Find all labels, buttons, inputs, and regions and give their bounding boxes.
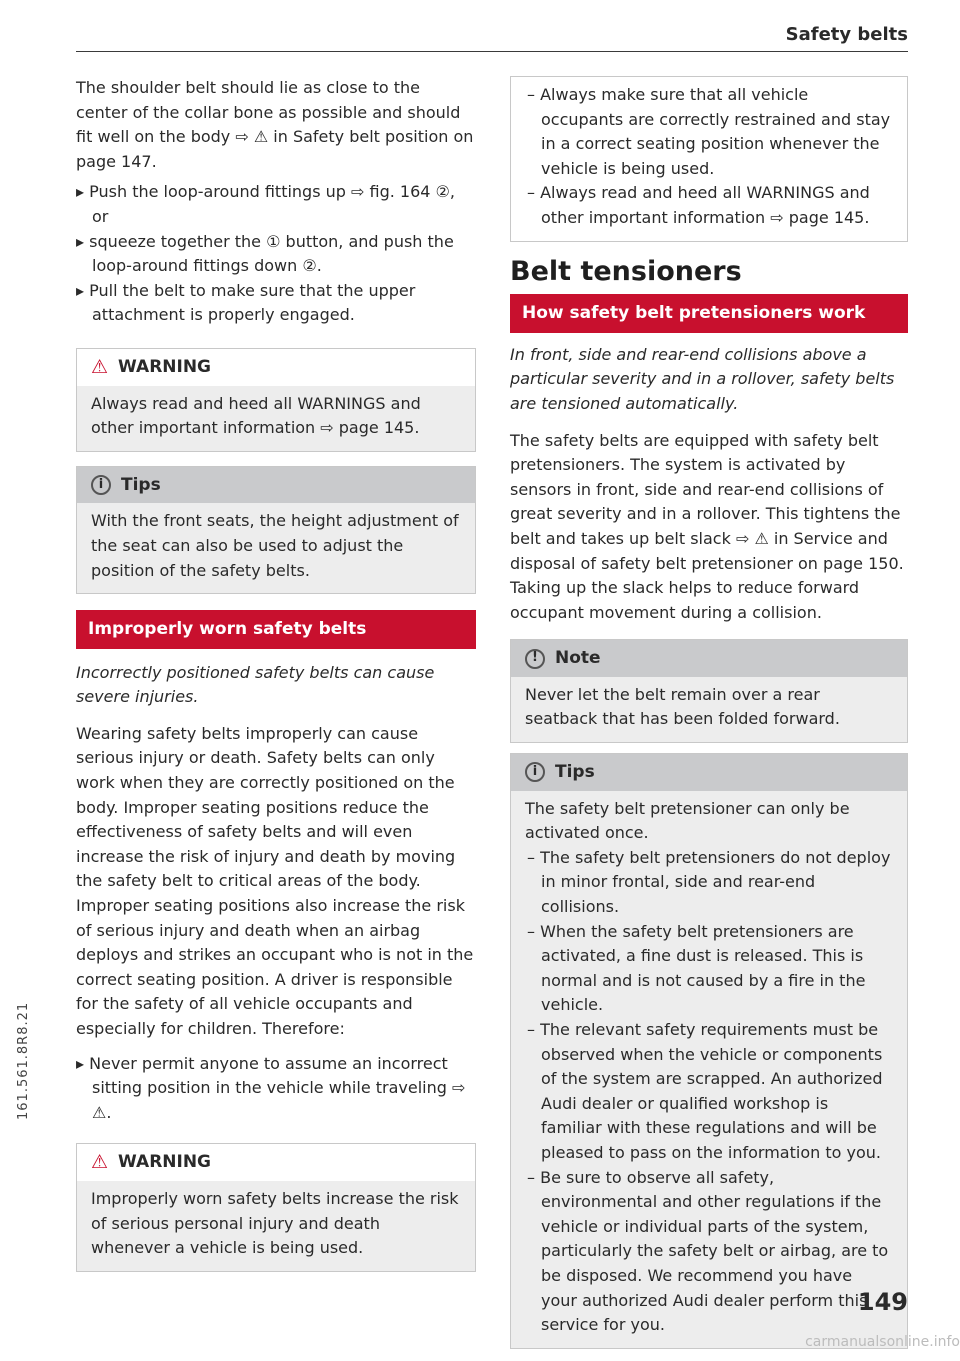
warning-item: – Always read and heed all WARNINGS and other important information ⇨ page 145. bbox=[527, 183, 870, 227]
section-body: Wearing safety belts improperly can cause serious injury or death. Safety belts can only work when they are correctly positioned on the body. Improper seating positions reduce the effectiveness of safety belts and will even increase the risk of injury and death by moving the safety belt to critical areas of the body. Improper seating positions also increase the risk of serious injury and death when an airbag deploys and strikes an occupant who is not in the correct seating position. A driver is responsible for the safety of all vehicle occupants and especially for children. Therefore: bbox=[76, 723, 474, 1038]
right-column bbox=[510, 76, 908, 1349]
chapter-heading: Belt tensioners bbox=[510, 255, 742, 287]
tips-item: – Be sure to observe all safety, environmental and other regulations if the vehicle or individual parts of the system, particularly the safety belt or airbag, are to be disposed. We recommend you have your authorized Audi dealer perform this service for you. bbox=[527, 1167, 889, 1335]
instruction-bullet: ▸ Push the loop-around fittings up ⇨ fig. 164 ②, or bbox=[76, 182, 455, 226]
watermark: carmanualsonline.info bbox=[805, 1334, 960, 1350]
section-title-bar: How safety belt pretensioners work bbox=[510, 294, 908, 333]
instruction-bullet: ▸ Pull the belt to make sure that the upper attachment is properly engaged. bbox=[76, 280, 416, 325]
instruction-bullet: ▸ squeeze together the ① button, and push the loop-around fittings down ②. bbox=[76, 231, 454, 276]
header-rule bbox=[76, 51, 908, 52]
side-document-code: 161.561.8R8.21 bbox=[16, 1001, 31, 1120]
tips-title: Tips bbox=[555, 762, 595, 783]
tips-title: Tips bbox=[121, 474, 161, 495]
warning-title: WARNING bbox=[118, 1152, 212, 1173]
tips-item: – The safety belt pretensioners do not deploy in minor frontal, side and rear-end collisions. bbox=[527, 847, 891, 917]
section-title-bar: Improperly worn safety belts bbox=[76, 610, 476, 649]
warning-text: Always read and heed all WARNINGS and other important information ⇨ page 145. bbox=[91, 393, 421, 438]
note-title: Note bbox=[555, 648, 601, 669]
warning-text: Improperly worn safety belts increase the risk of serious personal injury and death whenever a vehicle is being used. bbox=[91, 1188, 459, 1258]
tips-intro: The safety belt pretensioner can only be activated once. bbox=[525, 798, 850, 843]
section-body: The safety belts are equipped with safety belt pretensioners. The system is activated by sensors in front, side and rear-end collisions of great severity and in a rollover. This tightens the belt and takes up belt slack ⇨ ⚠ in Service and disposal of safety belt pretensioner on page 150. Taking up the slack helps to reduce forward occupant movement during a collision. bbox=[510, 430, 904, 622]
warning-triangle-icon: ⚠ bbox=[91, 355, 109, 378]
warning-box bbox=[76, 348, 476, 452]
tips-item: – The relevant safety requirements must be observed when the vehicle or components of the system are scrapped. An authorized Audi dealer or qualified workshop is familiar with these regulations and will be pleased to pass on the information to you. bbox=[527, 1020, 883, 1162]
info-icon: i bbox=[91, 475, 111, 495]
belt-position-paragraph: The shoulder belt should lie as close to the center of the collar bone as possible and should fit well on the body ⇨ ⚠ in Safety belt position on page 147. bbox=[76, 78, 474, 171]
tips-box bbox=[510, 753, 908, 1349]
exclamation-icon: ! bbox=[525, 649, 545, 669]
warning-triangle-icon: ⚠ bbox=[91, 1151, 109, 1174]
info-icon: i bbox=[525, 762, 545, 782]
warning-box bbox=[76, 1143, 476, 1271]
note-text: Never let the belt remain over a rear seatback that has been folded forward. bbox=[525, 684, 840, 729]
section-intro: Incorrectly positioned safety belts can cause severe injuries. bbox=[76, 662, 435, 707]
warning-continuation-box bbox=[510, 76, 908, 242]
running-header-title: Safety belts bbox=[785, 24, 908, 45]
instruction-bullet: ▸ Never permit anyone to assume an incorrect sitting position in the vehicle while traveling ⇨ ⚠. bbox=[76, 1053, 466, 1122]
tips-box bbox=[76, 466, 476, 594]
page-number: 149 bbox=[857, 1288, 908, 1316]
note-box bbox=[510, 639, 908, 743]
warning-title: WARNING bbox=[118, 356, 212, 377]
tips-text: With the front seats, the height adjustment of the seat can also be used to adjust the position of the safety belts. bbox=[91, 511, 459, 580]
section-intro: In front, side and rear-end collisions above a particular severity and in a rollover, safety belts are tensioned automatically. bbox=[510, 344, 895, 413]
warning-item: – Always make sure that all vehicle occupants are correctly restrained and stay in a correct seating position whenever the vehicle is being used. bbox=[527, 85, 891, 178]
tips-item: – When the safety belt pretensioners are activated, a fine dust is released. This is normal and is not caused by a fire in the vehicle. bbox=[527, 921, 866, 1015]
left-column bbox=[76, 76, 476, 1272]
